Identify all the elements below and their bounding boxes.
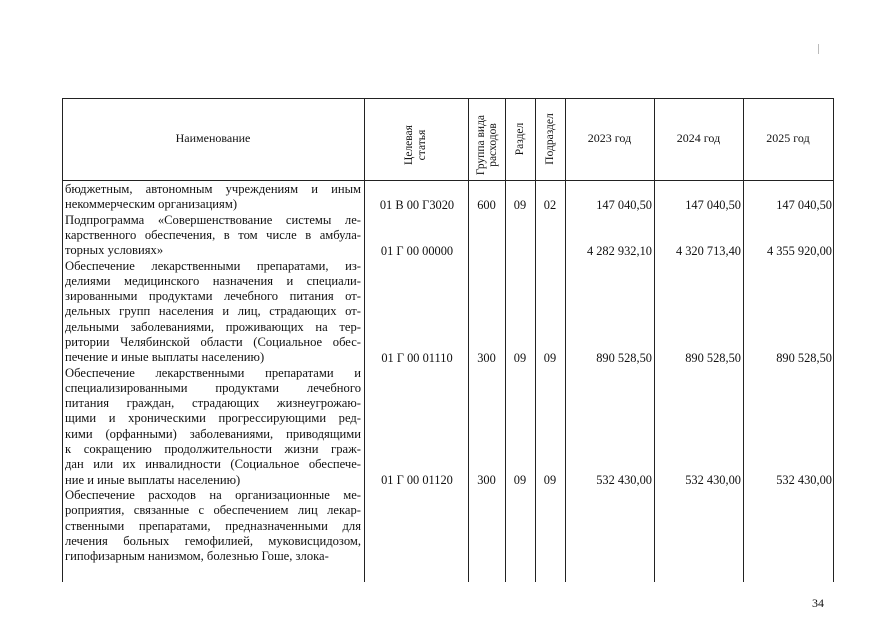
row-name-line: ние и иные выплаты населению) [65,472,241,487]
cell-section: 09 [513,473,527,488]
cell-code: 01 Г 00 01110 [381,350,453,365]
budget-table [62,98,834,582]
cell-group: 300 [477,350,496,365]
row-name-line: печение и иные выплаты населению) [65,350,265,365]
row-name-line: делиями медицинского назначения и специали- [65,273,361,288]
cell-v2025: 890 528,50 [776,350,832,365]
row-name-line: некоммерческим организациям) [65,197,238,212]
cell-code: 01 Г 00 01120 [381,473,453,488]
cell-subsection: 02 [543,197,557,212]
row-name-line: питания граждан, страдающих жизнеугрожаю- [65,396,361,411]
row-name-line: ритории Челябинской области (Социальное обес- [65,334,361,349]
row-name-line: Обеспечение расходов на организационные ме- [65,488,361,502]
row-name-line: роприятия, связанные с обеспечением лиц лекар- [65,503,361,518]
cell-group: 600 [477,197,496,212]
col-divider [743,98,744,582]
cell-v2023: 4 282 932,10 [586,243,652,258]
row-name-line: Обеспечение лекарственными препаратами, из- [65,258,361,273]
row-name-line: Подпрограмма «Совершенствование системы ле- [65,212,361,227]
cell-v2025: 532 430,00 [776,473,832,488]
row-name [65,182,361,213]
row-name-line: ственными препаратами, предназначенными для [65,518,361,533]
cell-v2023: 147 040,50 [596,197,652,212]
row-name-line: кими (орфанными) заболеваниями, приводящими [65,426,361,441]
row-name-line: зированными продуктами лечебного питания от- [65,289,361,304]
cell-v2025: 4 355 920,00 [766,243,832,258]
row-name-line: дельными заболеваниями, проживающих на тер- [65,319,361,334]
cell-v2023: 890 528,50 [596,350,652,365]
header-section: Раздел [514,122,526,156]
row-name-line: гипофизарным нанизмом, болезнью Гоше, злока- [65,549,329,564]
page-number: 34 [812,596,824,610]
row-name-line: лечения больных гемофилией, муковисцидозом, [65,533,361,548]
row-name [65,213,361,259]
cell-v2023: 532 430,00 [596,473,652,488]
col-divider [468,98,469,582]
col-divider [535,98,536,582]
cell-subsection: 09 [543,473,557,488]
row-name-line: дан или их инвалидности (Социальное обеспече- [65,457,361,472]
col-divider [364,98,365,582]
row-name-line: к сокращению продолжительности жизни граж- [65,442,361,457]
cell-v2024: 890 528,50 [685,350,741,365]
col-divider [654,98,655,582]
col-divider [505,98,506,582]
header-name: Наименование [175,131,251,145]
row-name-line: Обеспечение лекарственными препаратами и [65,365,361,380]
row-name-line: бюджетным, автономным учреждениям и иным [65,182,361,196]
cell-section: 09 [513,350,527,365]
cell-v2025: 147 040,50 [776,197,832,212]
header-2024: 2024 год [676,131,721,145]
header-target-article: Целевая статья [403,125,428,165]
row-name [65,259,361,366]
row-name-line: специализированными продуктами лечебного [65,380,361,395]
cell-group: 300 [477,473,496,488]
table-top-border [62,98,834,99]
cell-v2024: 147 040,50 [685,197,741,212]
row-name-line: торных условиях» [65,243,164,258]
header-bottom-border [62,180,834,181]
header-expense-group: Группа вида расходов [475,114,499,176]
row-name-line: дельных групп населения и лиц, страдающих от- [65,304,361,319]
cell-v2024: 4 320 713,40 [675,243,741,258]
cell-code: 01 В 00 Г3020 [379,197,455,212]
row-name [65,366,361,488]
header-subsection: Подраздел [544,113,556,165]
header-2025: 2025 год [766,131,810,145]
cell-code: 01 Г 00 00000 [380,243,454,258]
scan-mark [818,44,819,54]
cell-section: 09 [513,197,527,212]
col-divider [565,98,566,582]
row-name-line: карственного обеспечения, в том числе в амбула- [65,227,361,242]
cell-subsection: 09 [543,350,557,365]
header-2023: 2023 год [587,131,632,145]
cell-v2024: 532 430,00 [685,473,741,488]
table-left-border [62,98,63,582]
table-right-border [833,98,834,582]
row-name-line: щими и хроническими прогрессирующими ред- [65,411,361,426]
row-name [65,488,361,564]
